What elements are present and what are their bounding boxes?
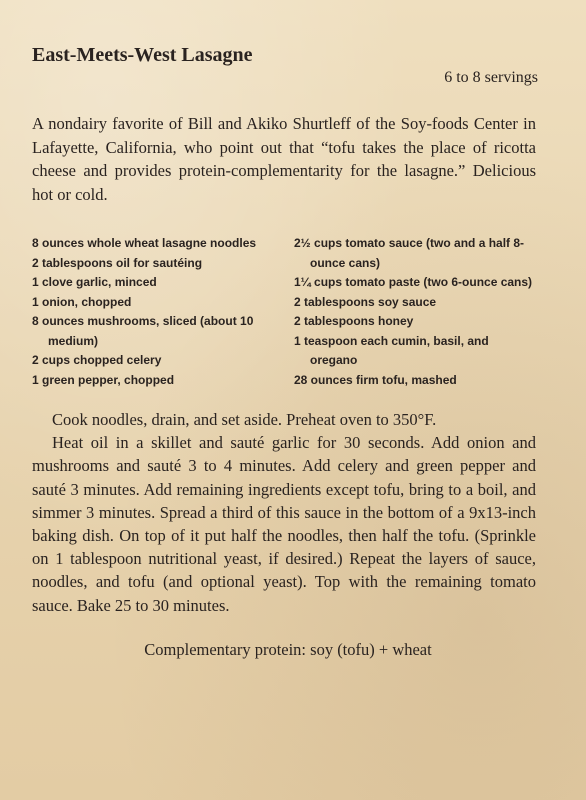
ingredient: 8 ounces mushrooms, sliced (about 10 medium) xyxy=(32,314,254,348)
ingredient: 2 tablespoons soy sauce xyxy=(294,294,437,309)
ingredient: 1¼ cups tomato paste (two 6-ounce cans) xyxy=(294,275,533,289)
ingredients-list xyxy=(32,234,536,390)
ingredient: 2 tablespoons honey xyxy=(294,314,414,328)
ingredient: 1 teaspoon each cumin, basil, and oregano xyxy=(294,333,489,367)
servings: 6 to 8 servings xyxy=(444,69,538,86)
ingredient: 2 tablespoons oil for sautéing xyxy=(32,255,203,270)
ingredient: 8 ounces whole wheat lasagne noodles xyxy=(32,236,257,250)
complementary-protein-note: Complementary protein: soy (tofu) + wheat xyxy=(144,639,432,659)
ingredients-left-column xyxy=(32,234,274,390)
ingredient: 2½ cups tomato sauce (two and a half 8-ounce cans) xyxy=(294,236,525,270)
ingredients-right-column xyxy=(294,234,536,390)
method-paragraph: Heat oil in a skillet and sauté garlic for 30 seconds. Add onion and mushrooms and sauté 3 to 4 minutes. Add celery and green pepper and sauté 3 minutes. Add remaining ingredients except tofu, bring to a boil, and simmer 3 minutes. Spread a third of this sauce in the bottom of a 9x13-inch baking dish. On top of it put half the noodles, then half the tofu. (Sprinkle on 1 tablespoon nutritional yeast, if desired.) Repeat the layers of sauce, noodles, and tofu (and optional yeast). Top with the remaining tomato sauce. Bake 25 to 30 minutes. xyxy=(32,433,536,615)
ingredient: 2 cups chopped celery xyxy=(32,353,162,367)
recipe xyxy=(32,42,536,661)
ingredient: 28 ounces firm tofu, mashed xyxy=(294,372,457,387)
recipe-title: East-Meets-West Lasagne xyxy=(32,44,253,66)
method-paragraph: Cook noodles, drain, and set aside. Preheat oven to 350°F. xyxy=(52,410,437,429)
ingredient: 1 green pepper, chopped xyxy=(32,372,175,387)
ingredient: 1 onion, chopped xyxy=(32,294,132,309)
ingredient: 1 clove garlic, minced xyxy=(32,275,157,289)
recipe-intro: A nondairy favorite of Bill and Akiko Shurtleff of the Soy-foods Center in Lafayette, California, who point out that “tofu takes the place of ricotta cheese and provides protein-complementarity for the lasagne.” Delicious hot or cold. xyxy=(32,114,536,204)
recipe-method xyxy=(32,408,536,617)
